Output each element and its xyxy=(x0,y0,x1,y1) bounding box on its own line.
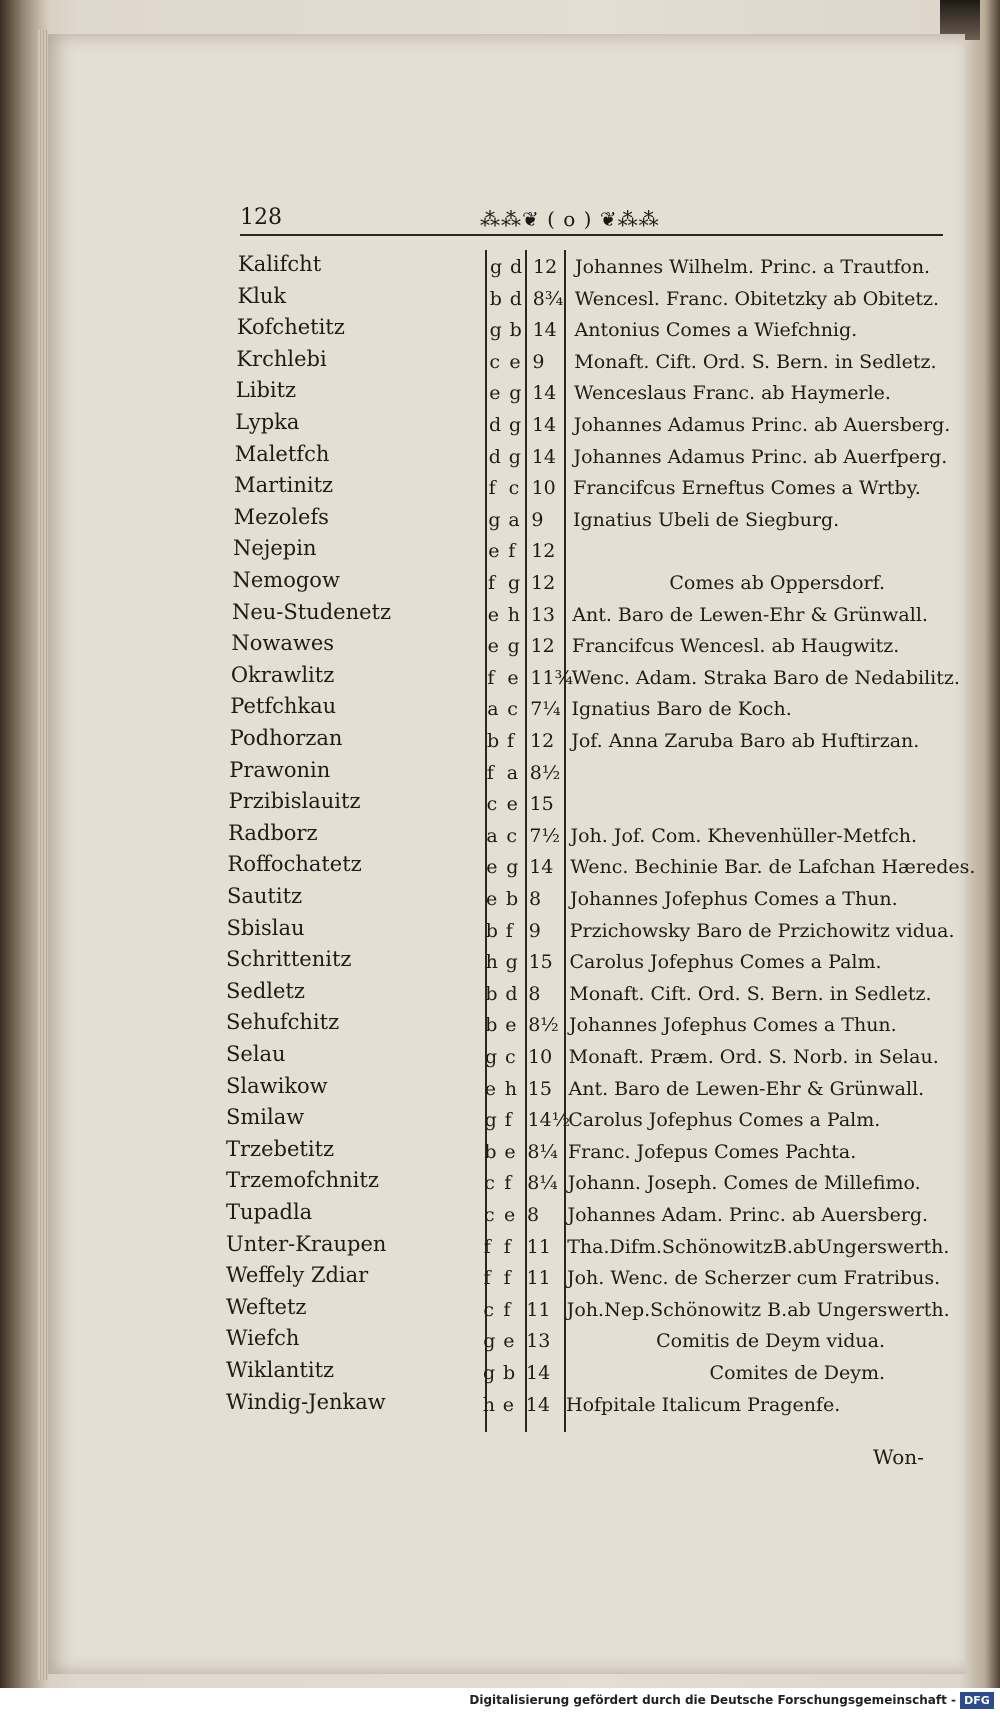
header-rule xyxy=(240,234,943,236)
table-row xyxy=(0,1232,950,1262)
place-name: Petfchkau xyxy=(230,694,337,719)
owner-name: Wenceslaus Franc. ab Haymerle. xyxy=(574,382,891,405)
distance-value: 10 xyxy=(528,1046,553,1068)
table-row xyxy=(0,1295,950,1325)
distance-value: 8¼ xyxy=(527,1140,558,1163)
district-letter: b xyxy=(509,319,522,342)
district-letter: a xyxy=(506,761,519,784)
owner-name: Carolus Jofephus Comes a Palm. xyxy=(569,951,882,974)
distance-value: 15 xyxy=(529,793,554,816)
table-row xyxy=(0,789,950,819)
owner-name: Ignatius Baro de Koch. xyxy=(571,698,792,721)
table-row xyxy=(0,600,950,630)
circle-letter: f xyxy=(483,1267,491,1290)
table-row xyxy=(0,947,950,977)
owner-name: Wenc. Adam. Straka Baro de Nedabilitz. xyxy=(571,666,960,689)
distance-value: 14½ xyxy=(527,1109,571,1132)
district-letter: g xyxy=(507,635,520,658)
circle-letter: d xyxy=(489,414,502,436)
circle-letter: g xyxy=(485,1046,498,1068)
distance-value: 14 xyxy=(529,856,554,879)
district-letter: g xyxy=(505,951,518,974)
distance-value: 14 xyxy=(532,414,557,436)
owner-name: Tha.Difm.SchönowitzB.abUngerswerth. xyxy=(567,1235,950,1258)
table-row xyxy=(0,1168,950,1198)
header-ornament: ⁂⁂❦ ( o ) ❦⁂⁂ xyxy=(480,207,660,231)
circle-letter: g xyxy=(489,319,502,342)
distance-value: 8 xyxy=(529,888,542,910)
place-name: Windig-Jenkaw xyxy=(226,1389,386,1414)
owner-name: Monaft. Cift. Ord. S. Bern. in Sedletz. xyxy=(574,350,937,373)
table-row xyxy=(0,378,950,408)
owner-name: Joh. Wenc. de Scherzer cum Fratribus. xyxy=(567,1267,941,1290)
place-name: Smilaw xyxy=(226,1105,305,1130)
district-letter: d xyxy=(510,256,523,278)
place-name: Nowawes xyxy=(231,631,335,656)
circle-letter: e xyxy=(487,635,499,658)
table-row xyxy=(0,694,950,724)
owner-name: Wencesl. Franc. Obitetzky ab Obitetz. xyxy=(574,287,940,310)
owner-name: Johannes Adam. Princ. ab Auersberg. xyxy=(567,1204,929,1226)
circle-letter: c xyxy=(484,1172,495,1195)
district-letter: f xyxy=(504,1109,512,1132)
district-letter: c xyxy=(507,698,518,721)
place-name: Radborz xyxy=(228,820,318,845)
distance-value: 12 xyxy=(531,540,556,563)
place-name: Selau xyxy=(226,1042,286,1066)
circle-letter: g xyxy=(490,256,503,278)
circle-letter: e xyxy=(486,888,498,910)
distance-value: 8½ xyxy=(528,1014,559,1037)
district-letter: c xyxy=(508,477,520,500)
district-letter: e xyxy=(506,793,518,816)
distance-value: 9 xyxy=(531,508,544,531)
table-row xyxy=(0,252,950,282)
table-row xyxy=(0,347,950,377)
circle-letter: c xyxy=(483,1298,495,1321)
district-letter: f xyxy=(505,919,513,942)
circle-letter: e xyxy=(488,540,500,563)
district-letter: g xyxy=(508,445,521,468)
place-name: Nejepin xyxy=(233,536,317,561)
district-letter: d xyxy=(509,287,522,310)
table-row xyxy=(0,410,950,440)
place-name: Trzemofchnitz xyxy=(226,1168,379,1193)
place-name: Schrittenitz xyxy=(226,947,352,972)
distance-value: 15 xyxy=(528,951,553,974)
distance-value: 15 xyxy=(527,1077,552,1100)
place-name: Sedletz xyxy=(226,978,305,1003)
district-letter: f xyxy=(503,1267,511,1290)
circle-letter: b xyxy=(487,730,500,752)
district-letter: e xyxy=(504,1204,516,1226)
footer-credit: Digitalisierung gefördert durch die Deutsche Forschungsgemeinschaft - xyxy=(469,1693,956,1707)
circle-letter: b xyxy=(489,287,502,310)
place-name: Kluk xyxy=(237,283,287,308)
district-letter: c xyxy=(506,824,518,847)
district-letter: c xyxy=(505,1046,516,1068)
distance-value: 11 xyxy=(526,1298,551,1321)
circle-letter: f xyxy=(486,761,494,784)
place-name: Krchlebi xyxy=(236,346,327,371)
place-name: Sbislau xyxy=(226,915,305,940)
place-name: Trzebetitz xyxy=(226,1136,335,1161)
place-name: Maletfch xyxy=(234,441,330,466)
district-letter: e xyxy=(502,1393,515,1416)
distance-value: 12 xyxy=(533,256,558,278)
owner-name: Franc. Jofepus Comes Pachta. xyxy=(568,1140,857,1163)
place-name: Prawonin xyxy=(229,757,331,782)
owner-name: Johann. Joseph. Comes de Millefimo. xyxy=(567,1172,921,1195)
table-row xyxy=(0,1042,950,1072)
table-row xyxy=(0,631,950,661)
circle-letter: e xyxy=(487,603,500,626)
table-row xyxy=(0,884,950,914)
circle-letter: b xyxy=(485,982,498,1005)
table-row xyxy=(0,979,950,1009)
district-letter: a xyxy=(508,508,520,531)
table-row xyxy=(0,284,950,314)
owner-name: Comitis de Deym vidua. xyxy=(656,1330,885,1353)
owner-name: Carolus Jofephus Comes a Palm. xyxy=(568,1109,881,1132)
distance-value: 8 xyxy=(527,1204,540,1226)
distance-value: 11 xyxy=(526,1235,551,1258)
distance-value: 10 xyxy=(531,477,556,500)
circle-letter: f xyxy=(483,1235,491,1258)
place-name: Tupadla xyxy=(226,1200,313,1224)
owner-name: Ant. Baro de Lewen-Ehr & Grünwall. xyxy=(572,603,928,626)
owner-name: Johannes Jofephus Comes a Thun. xyxy=(569,1014,897,1037)
circle-letter: e xyxy=(486,856,498,879)
distance-value: 8 xyxy=(528,982,541,1005)
place-name: Sehufchitz xyxy=(226,1010,340,1035)
owner-name: Jof. Anna Zaruba Baro ab Huftirzan. xyxy=(571,730,920,752)
distance-value: 9 xyxy=(532,350,545,373)
table-row xyxy=(0,1263,950,1293)
owner-name: Joh. Jof. Com. Khevenhüller-Metfch. xyxy=(570,824,917,847)
distance-value: 9 xyxy=(528,919,541,942)
owner-name: Antonius Comes a Wiefchnig. xyxy=(574,319,858,342)
table-row xyxy=(0,1010,950,1040)
owner-name: Ant. Baro de Lewen-Ehr & Grünwall. xyxy=(568,1077,925,1100)
district-letter: d xyxy=(505,982,518,1005)
district-letter: e xyxy=(503,1330,515,1353)
circle-letter: g xyxy=(488,508,501,531)
circle-letter: d xyxy=(488,445,501,468)
distance-value: 7½ xyxy=(529,824,560,847)
table-row xyxy=(0,726,950,756)
owner-name: Francifcus Wencesl. ab Haugwitz. xyxy=(572,635,900,658)
circle-letter: f xyxy=(488,572,496,594)
place-name: Unter-Kraupen xyxy=(226,1231,387,1256)
district-letter: g xyxy=(508,572,521,594)
owner-name: Przichowsky Baro de Przichowitz vidua. xyxy=(569,919,955,942)
digitization-footer xyxy=(0,1688,1000,1715)
table-row xyxy=(0,315,950,345)
district-letter: e xyxy=(509,350,521,373)
distance-value: 12 xyxy=(530,730,555,752)
distance-value: 13 xyxy=(530,603,555,626)
table-row xyxy=(0,821,950,851)
distance-value: 11¾ xyxy=(530,666,573,689)
place-name: Podhorzan xyxy=(229,726,343,750)
catchword: Won- xyxy=(873,1445,924,1469)
circle-letter: h xyxy=(482,1393,496,1416)
table-row xyxy=(0,536,950,566)
district-letter: b xyxy=(506,888,519,910)
place-name: Kalifcht xyxy=(238,252,322,276)
circle-letter: b xyxy=(485,1014,498,1037)
owner-name: Johannes Adamus Princ. ab Auersberg. xyxy=(573,414,951,436)
table-row xyxy=(0,1358,950,1388)
owner-name: Comes ab Oppersdorf. xyxy=(669,572,885,594)
district-letter: f xyxy=(508,540,516,563)
distance-value: 14 xyxy=(532,382,557,405)
table-row xyxy=(0,1326,950,1356)
distance-value: 7¼ xyxy=(530,698,561,721)
owner-name: Ignatius Ubeli de Siegburg. xyxy=(573,508,840,531)
distance-value: 14 xyxy=(525,1393,550,1416)
district-letter: e xyxy=(504,1140,516,1163)
table-row xyxy=(0,1137,950,1167)
table-row xyxy=(0,852,976,882)
owner-name: Monaft. Cift. Ord. S. Bern. in Sedletz. xyxy=(569,982,932,1005)
place-name: Slawikow xyxy=(226,1073,328,1098)
table-row xyxy=(0,1074,950,1104)
circle-letter: c xyxy=(486,793,498,816)
circle-letter: h xyxy=(485,951,498,974)
owner-name: Comites de Deym. xyxy=(709,1362,885,1384)
district-letter: f xyxy=(504,1172,512,1195)
place-name: Wiklantitz xyxy=(226,1358,335,1382)
owner-name: Joh.Nep.Schönowitz B.ab Ungerswerth. xyxy=(566,1298,950,1321)
district-letter: h xyxy=(504,1077,518,1100)
circle-letter: g xyxy=(484,1109,497,1132)
table-row xyxy=(0,758,950,788)
distance-value: 14 xyxy=(526,1362,551,1384)
circle-letter: b xyxy=(485,919,498,942)
district-letter: f xyxy=(507,730,515,752)
table-row xyxy=(0,473,950,503)
district-letter: e xyxy=(507,666,519,689)
distance-value: 14 xyxy=(532,319,557,342)
district-letter: g xyxy=(509,414,522,436)
circle-letter: g xyxy=(483,1330,496,1353)
distance-value: 12 xyxy=(530,635,555,658)
circle-letter: e xyxy=(484,1077,497,1100)
place-name: Lypka xyxy=(235,410,300,434)
circle-letter: f xyxy=(487,666,495,689)
place-name: Sautitz xyxy=(227,884,303,908)
circle-letter: f xyxy=(488,477,496,500)
table-row xyxy=(0,1390,950,1420)
place-name: Martinitz xyxy=(234,473,334,498)
place-name: Libitz xyxy=(235,378,297,403)
place-name: Mezolefs xyxy=(233,504,329,529)
place-name: Nemogow xyxy=(232,568,340,592)
district-letter: f xyxy=(503,1298,511,1321)
circle-letter: b xyxy=(484,1140,497,1163)
table-row xyxy=(0,568,950,598)
table-row xyxy=(0,1105,950,1135)
table-row xyxy=(0,662,960,693)
owner-name: Hofpitale Italicum Pragenfe. xyxy=(566,1393,841,1416)
distance-value: 11 xyxy=(526,1267,551,1290)
place-name: Przibislauitz xyxy=(228,789,361,814)
distance-value: 8½ xyxy=(529,761,561,784)
circle-letter: g xyxy=(483,1362,496,1384)
owner-name: Francifcus Erneftus Comes a Wrtby. xyxy=(573,477,921,500)
circle-letter: a xyxy=(487,698,499,721)
district-letter: h xyxy=(507,603,521,626)
place-name: Kofchetitz xyxy=(236,315,345,340)
distance-value: 8¼ xyxy=(527,1172,558,1195)
distance-value: 13 xyxy=(526,1330,551,1353)
circle-letter: c xyxy=(484,1204,495,1226)
page-number: 128 xyxy=(240,205,282,230)
owner-name: Monaft. Præm. Ord. S. Norb. in Selau. xyxy=(568,1046,939,1068)
table-row xyxy=(0,442,950,472)
circle-letter: c xyxy=(489,350,501,373)
table-row xyxy=(0,915,955,946)
place-name: Weffely Zdiar xyxy=(226,1263,369,1288)
distance-value: 14 xyxy=(531,445,556,468)
owner-name: Wenc. Bechinie Bar. de Lafchan Hæredes. xyxy=(570,856,976,879)
place-name: Neu-Studenetz xyxy=(231,599,392,624)
dfg-logo: DFG xyxy=(960,1692,994,1709)
place-name: Weftetz xyxy=(226,1294,307,1319)
owner-name: Johannes Jofephus Comes a Thun. xyxy=(570,888,898,910)
district-letter: g xyxy=(506,856,519,879)
circle-letter: e xyxy=(489,382,501,405)
table-row xyxy=(0,505,950,535)
place-name: Okrawlitz xyxy=(230,662,335,687)
distance-value: 12 xyxy=(531,572,556,594)
district-letter: b xyxy=(503,1362,516,1384)
district-letter: g xyxy=(509,382,522,405)
page-header xyxy=(240,205,940,235)
district-letter: e xyxy=(505,1014,517,1037)
owner-name: Johannes Wilhelm. Princ. a Trautfon. xyxy=(575,256,931,278)
district-letter: f xyxy=(503,1235,511,1258)
table-row xyxy=(0,1200,950,1230)
place-name: Wiefch xyxy=(226,1326,300,1351)
owner-name: Johannes Adamus Princ. ab Auerfperg. xyxy=(573,445,948,468)
place-name: Roffochatetz xyxy=(227,852,362,877)
circle-letter: a xyxy=(486,824,498,847)
distance-value: 8¾ xyxy=(532,287,564,310)
